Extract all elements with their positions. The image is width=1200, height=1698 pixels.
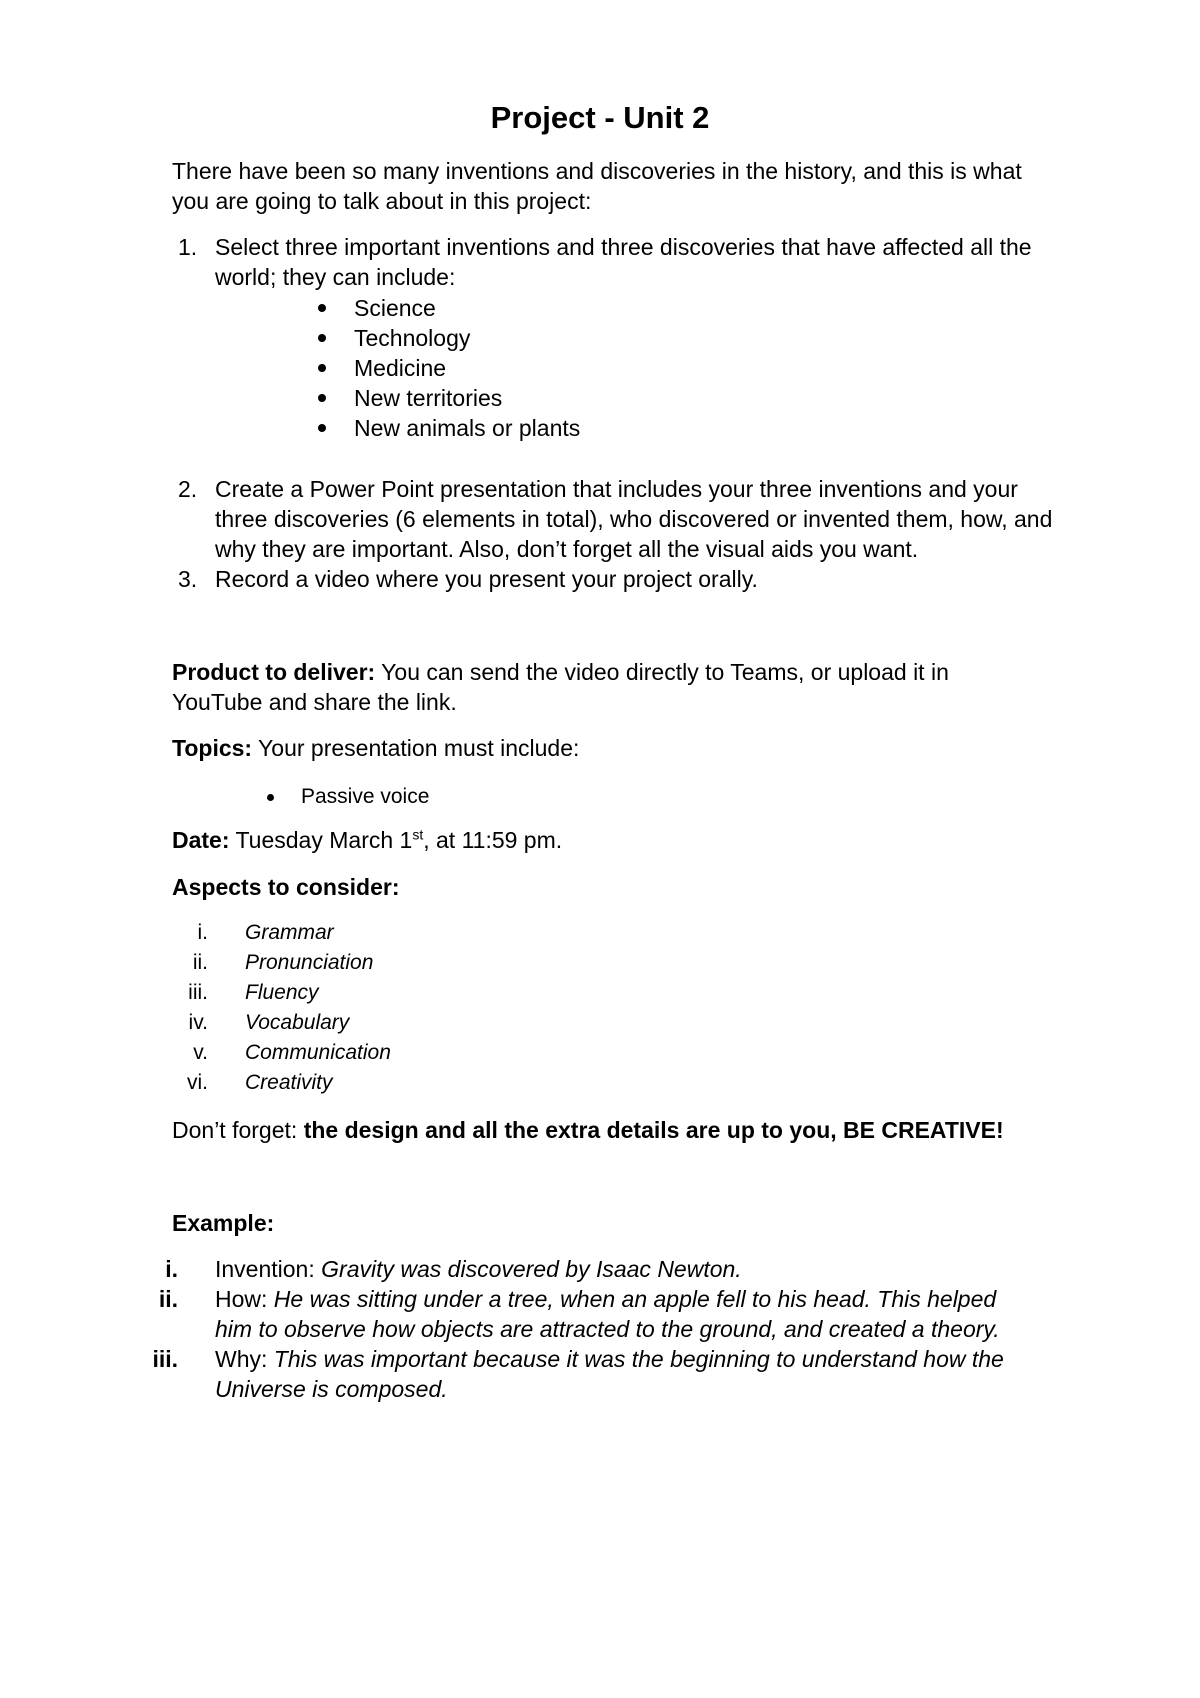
example-text: Universe is composed. — [215, 1376, 448, 1402]
bullet-icon — [267, 794, 274, 801]
intro-line-2: you are going to talk about in this project: — [172, 188, 592, 214]
list-item: New animals or plants — [354, 415, 581, 441]
aspect-item: Pronunciation — [245, 951, 374, 974]
example-line — [215, 1254, 742, 1284]
example-heading: Example: — [172, 1210, 275, 1236]
list-item: New territories — [354, 385, 503, 411]
aspect-item: Grammar — [245, 921, 334, 944]
aspect-item: Fluency — [245, 981, 319, 1004]
product-label: Product to deliver: — [172, 659, 376, 685]
bullet-icon — [318, 424, 326, 432]
bullet-icon — [318, 334, 326, 342]
aspect-numeral: v. — [193, 1041, 208, 1064]
list-item: Medicine — [354, 355, 447, 381]
list-item: Science — [354, 295, 436, 321]
product-text: You can send the video directly to Teams, or upload it in — [375, 659, 949, 685]
reminder-prefix: Don’t forget: — [172, 1117, 304, 1143]
topics-text: Your presentation must include: — [252, 735, 580, 761]
list-item: Technology — [354, 325, 471, 351]
intro-line-1: There have been so many inventions and discoveries in the history, and this is what — [172, 158, 1022, 184]
aspect-numeral: i. — [197, 921, 208, 944]
example-text: him to observe how objects are attracted to the ground, and created a theory. — [215, 1316, 1000, 1342]
topics-line — [172, 733, 579, 763]
topics-label: Topics: — [172, 735, 253, 761]
step-line: why they are important. Also, don’t forget all the visual aids you want. — [215, 536, 919, 562]
step-line: Record a video where you present your project orally. — [215, 566, 758, 592]
date-text: Tuesday March 1 — [229, 827, 413, 853]
aspect-numeral: iv. — [188, 1011, 208, 1034]
step-line: world; they can include: — [215, 264, 456, 290]
product-line-2: YouTube and share the link. — [172, 689, 457, 715]
aspect-item: Vocabulary — [245, 1011, 350, 1034]
aspects-heading: Aspects to consider: — [172, 874, 400, 900]
step-number: 3. — [178, 566, 198, 592]
bullet-icon — [318, 364, 326, 372]
date-ordinal: st — [412, 826, 424, 843]
example-numeral: i. — [165, 1256, 178, 1282]
aspect-numeral: vi. — [187, 1071, 208, 1094]
reminder-emphasis: the design and all the extra details are up to you, BE CREATIVE! — [303, 1117, 1004, 1143]
step-line: Create a Power Point presentation that includes your three inventions and your — [215, 476, 1018, 502]
aspect-item: Communication — [245, 1041, 391, 1064]
bullet-icon — [318, 394, 326, 402]
example-line — [215, 1284, 996, 1314]
example-text: Gravity was discovered by Isaac Newton. — [321, 1256, 742, 1282]
aspect-item: Creativity — [245, 1071, 333, 1094]
example-numeral: iii. — [152, 1346, 178, 1372]
example-text: He was sitting under a tree, when an apple fell to his head. This helped — [273, 1286, 997, 1312]
step-number: 1. — [178, 234, 198, 260]
step-number: 2. — [178, 476, 198, 502]
aspect-numeral: ii. — [192, 951, 208, 974]
step-line: three discoveries (6 elements in total), who discovered or invented them, how, and — [215, 506, 1053, 532]
example-label: Invention: — [215, 1256, 322, 1282]
date-time: , at 11:59 pm. — [423, 827, 563, 853]
topic-item: Passive voice — [301, 785, 430, 808]
example-line — [215, 1344, 1004, 1374]
aspect-numeral: iii. — [188, 981, 208, 1004]
example-label: How: — [215, 1286, 274, 1312]
example-label: Why: — [215, 1346, 274, 1372]
example-text: This was important because it was the beginning to understand how the — [273, 1346, 1004, 1372]
product-line-1 — [172, 657, 949, 687]
example-numeral: ii. — [158, 1286, 178, 1312]
date-label: Date: — [172, 827, 230, 853]
date-line — [172, 825, 562, 855]
step-line: Select three important inventions and three discoveries that have affected all the — [215, 234, 1032, 260]
page-title: Project - Unit 2 — [490, 100, 710, 135]
reminder-line — [172, 1115, 1004, 1145]
bullet-icon — [318, 304, 326, 312]
